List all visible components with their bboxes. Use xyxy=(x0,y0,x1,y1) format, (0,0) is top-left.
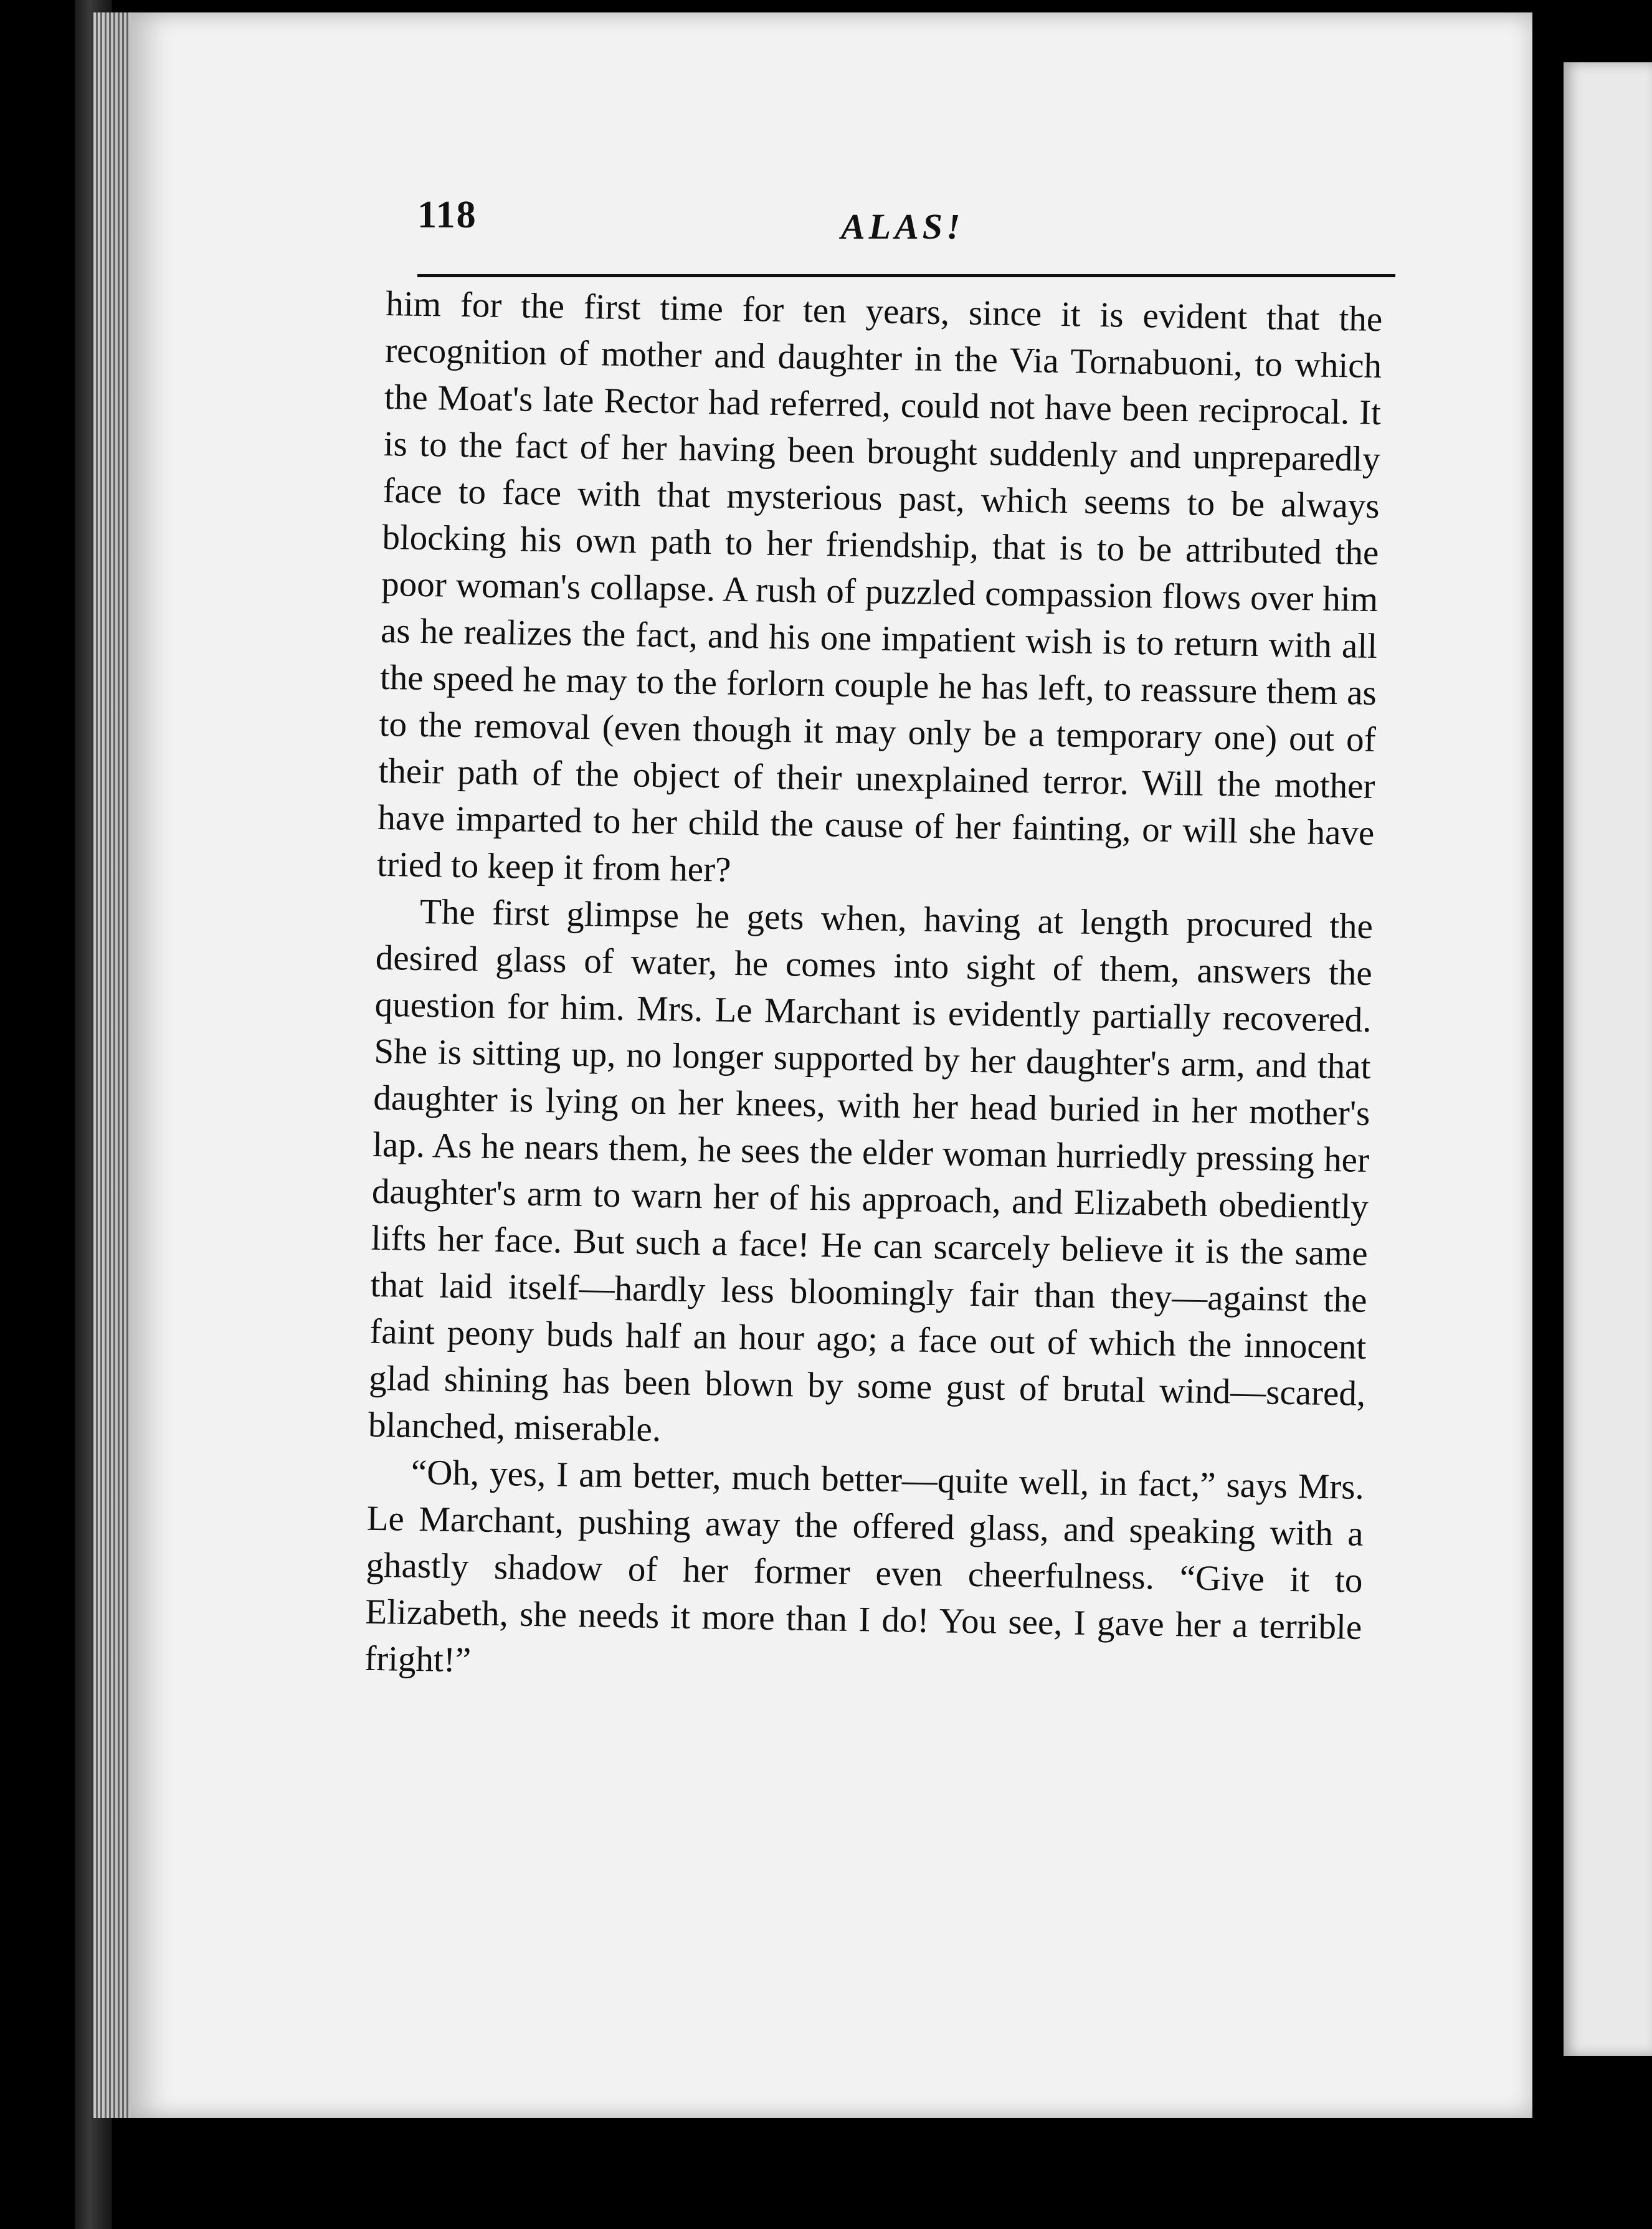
running-title: ALAS! xyxy=(841,206,964,247)
header-rule xyxy=(417,274,1395,277)
body-text xyxy=(364,280,1383,1698)
paragraph-1: him for the first time for ten years, since it is evident that the recognition of mother and daughter in the Via Tornabuoni, to which the Moat's late Rector had referred, could not have been reciprocal. It is to the fact of her having been brought suddenly and unpreparedly face to face with that mysterious past, which seems to be always blocking his own path to her friendship, that is to be attributed the poor woman's collapse. A rush of puzzled compassion flows over him as he realizes the fact, and his one impatient wish is to return with all the speed he may to the forlorn couple he has left, to reassure them as to the removal (even though it may only be a temporary one) out of their path of the object of their unexplained terror. Will the mother have imparted to her child the cause of her fainting, or will she have tried to keep it from her? xyxy=(376,283,1383,890)
paragraph-3: “Oh, yes, I am better, much better—quite well, in fact,” says Mrs. Le Marchant, pushing away the offered glass, and speaking with a ghastly shadow of her former even cheerfulness. “Give it to Elizabeth, she needs it more than I do! You see, I gave her a terrible fright!” xyxy=(364,1452,1365,1680)
paragraph-2: The first glimpse he gets when, having at length procured the desired glass of water, he comes into sight of them, answers the question for him. Mrs. Le Marchant is evidently partially recovered. She is sitting up, no longer supported by her daughter's arm, and that daughter is lying on her knees, with her head buried in her mother's lap. As he nears them, he sees the elder woman hurriedly pressing her daughter's arm to warn her of his approach, and Elizabeth obediently lifts her face. But such a face! He can scarcely believe it is the same that laid itself—hardly less bloomingly fair than they—against the faint peony buds half an hour ago; a face out of which the innocent glad shining has been blown by some gust of brutal wind—scared, blanched, miserable. xyxy=(368,891,1374,1450)
page-header xyxy=(417,187,1395,280)
facing-page-edge xyxy=(1564,62,1652,2056)
page-number: 118 xyxy=(417,194,477,236)
